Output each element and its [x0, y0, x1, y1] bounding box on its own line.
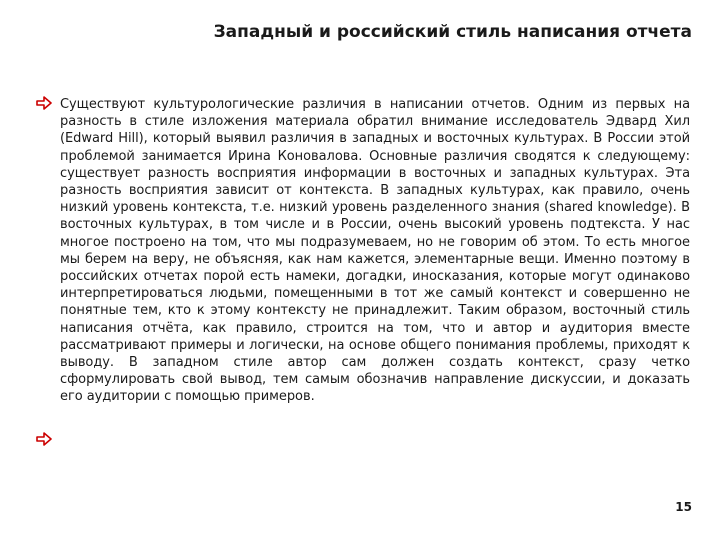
bullet-item-empty — [36, 432, 56, 448]
slide-title: Западный и российский стиль написания отчета — [213, 22, 692, 42]
body-paragraph: Существуют культурологические различия в написании отчетов. Одним из первых на разность в стиле изложения материала обратил внимание исследователь Эдвард Хил (Edward Hill), который выявил различия в западных и восточных культурах. В России этой проблемой занимается Ирина Коновалова. Основные различия сводятся к следующему: существует разность восприятия информации в восточных и западных культурах. Эта разность восприятия зависит от контекста. В западных культурах, как правило, очень низкий уровень контекста, т.е. низкий уровень разделенного знания (shared knowledge). В восточных культурах, в том числе и в России, очень высокий уровень подтекста. У нас многое построено на том, что мы подразумеваем, но не говорим об этом. То есть многое мы берем на веру, не объясняя, как нам кажется, элементарные вещи. Именно поэтому в российских отчетах порой есть намеки, догадки, иносказания, которые могут одинаково интерпретироваться людьми, помещенными в тот же самый контекст и совершенно не понятные тем, кто к этому контексту не принадлежит. Таким образом, восточный стиль написания отчёта, как правило, строится на том, что и автор и аудитория вместе рассматривают примеры и логически, на основе общего понимания проблемы, приходят к выводу. В западном стиле автор сам должен создать контекст, сразу четко сформулировать свой вывод, тем самым обозначив направление дискуссии, и доказать его аудитории с помощью примеров. — [60, 97, 690, 405]
arrow-right-icon — [36, 432, 52, 446]
bullet-item — [36, 96, 690, 406]
page-number: 15 — [675, 500, 692, 514]
arrow-right-icon — [36, 96, 52, 110]
